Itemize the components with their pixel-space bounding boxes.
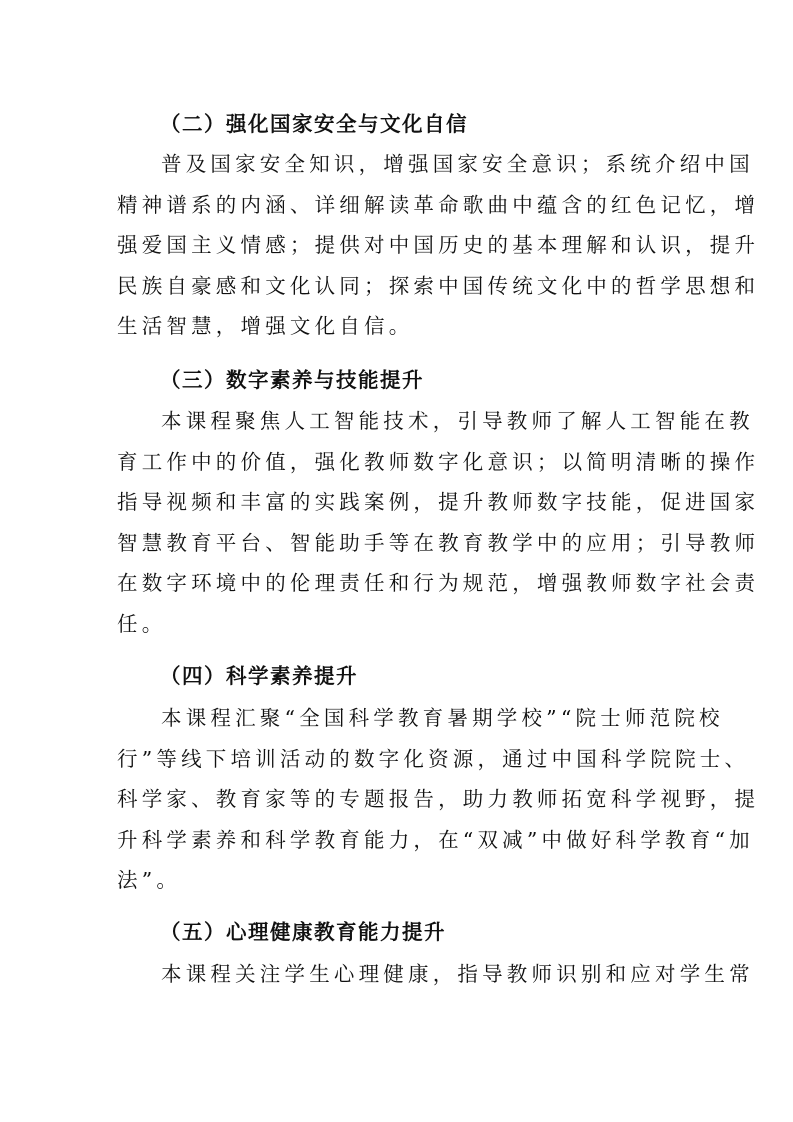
paragraph-line: 育工作中的价值，强化教师数字化意识；以简明清晰的操作 (117, 449, 760, 474)
paragraph-line: 民族自豪感和文化认同；探索中国传统文化中的哲学思想和 (117, 273, 760, 298)
section-body-2 (117, 144, 760, 347)
section-heading-4: （四）科学素养提升 (160, 664, 358, 688)
paragraph-line: 精神谱系的内涵、详细解读革命歌曲中蕴含的红色记忆，增 (117, 192, 760, 217)
paragraph-line: 在数字环境中的伦理责任和行为规范，增强教师数字社会责 (117, 571, 760, 595)
paragraph-line: 任。 (117, 611, 167, 636)
paragraph-line: 行”等线下培训活动的数字化资源，通过中国科学院院士、 (117, 746, 750, 771)
paragraph-line: 本课程汇聚“全国科学教育暑期学校”“院士师范院校 (161, 706, 724, 730)
paragraph-line: 本课程关注学生心理健康，指导教师识别和应对学生常 (161, 962, 754, 986)
paragraph-line: 科学家、教育家等的专题报告，助力教师拓宽科学视野，提 (117, 787, 760, 811)
paragraph-line: 本课程聚焦人工智能技术，引导教师了解人工智能在教 (161, 409, 754, 433)
paragraph-line: 智慧教育平台、智能助手等在教育教学中的应用；引导教师 (117, 530, 760, 555)
section-heading-3: （三）数字素养与技能提升 (160, 368, 424, 392)
paragraph-line: 生活智慧，增强文化自信。 (117, 314, 414, 338)
paragraph-line: 法”。 (117, 868, 182, 892)
paragraph-line: 普及国家安全知识，增强国家安全意识；系统介绍中国 (161, 152, 754, 176)
paragraph-line: 升科学素养和科学教育能力，在“双减”中做好科学教育“加 (117, 827, 754, 852)
section-body-5 (117, 954, 754, 995)
section-body-4 (117, 698, 760, 901)
paragraph-line: 强爱国主义情感；提供对中国历史的基本理解和认识，提升 (117, 233, 760, 257)
section-body-3 (117, 401, 760, 644)
paragraph-line: 指导视频和丰富的实践案例，提升教师数字技能，促进国家 (117, 490, 760, 514)
section-heading-2: （二）强化国家安全与文化自信 (160, 112, 468, 136)
section-heading-5: （五）心理健康教育能力提升 (160, 920, 446, 944)
